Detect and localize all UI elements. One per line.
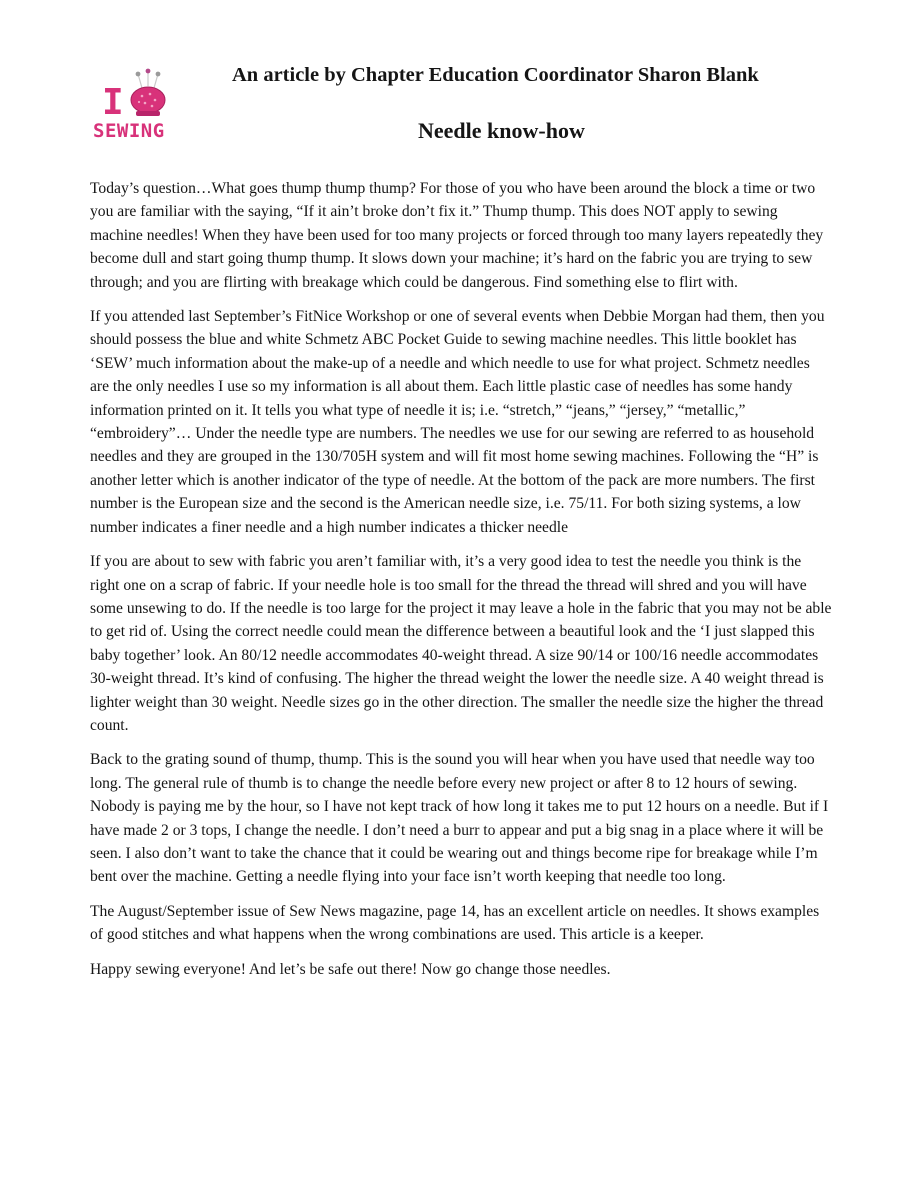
paragraph: If you are about to sew with fabric you aren’t familiar with, it’s a very good idea to test the needle you think is the right one on a scrap of fabric. If your needle hole is too small for the thread the thread will shred and you will have some unsewing to do. If the needle is too large for the project it may leave a hole in the fabric that you may not be able to get rid of. Using the correct needle could mean the difference between a beautiful look and the ‘I just slapped this baby together’ look. An 80/12 needle accommodates 40-weight thread. A size 90/14 or 100/16 needle accommodates 30-weight thread. It’s kind of confusing. The higher the thread weight the lower the needle size. A 40 weight thread is lighter weight than 30 weight. Needle sizes go in the other direction. The smaller the needle size the higher the thread count. — [90, 553, 832, 734]
paragraph: The August/September issue of Sew News magazine, page 14, has an excellent article on needles. It shows examples of good stitches and what happens when the wrong combinations are used. This article is a keeper. — [90, 902, 820, 944]
paragraph: Today’s question…What goes thump thump thump? For those of you who have been around the block a time or two you are familiar with the saying, “If it ain’t broke don’t fix it.” Thump thump. This does NOT apply to sewing machine needles! When they have been used for too many projects or forced through too many layers repeatedly they become dull and start going thump thump. It slows down your machine; it’s hard on the fabric you are trying to sew through; and you are flirting with breakage which could be dangerous. Find something else to flirt with. — [90, 180, 824, 291]
paragraph: Back to the grating sound of thump, thump. This is the sound you will hear when you have used that needle way too long. The general rule of thumb is to change the needle before every new project or after 8 to 12 hours of sewing. Nobody is paying me by the hour, so I have not kept track of how long it takes me to put 12 hours on a needle. But if I have made 2 or 3 tops, I change the needle. I don’t need a burr to appear and put a big snag in a place where it will be seen. I also don’t want to take the chance that it could be wearing out and things become ripe for breakage while I’m bent over the machine. Getting a needle flying into your face isn’t worth keeping that needle too long. — [90, 751, 829, 886]
article-byline: An article by Chapter Education Coordinator Sharon Blank — [232, 64, 759, 86]
logo-letter: I — [102, 82, 124, 123]
pincushion-heart-icon — [92, 68, 188, 124]
article-title-text: Needle know-how — [418, 118, 585, 143]
logo-text: SEWING — [93, 120, 165, 142]
paragraph: Happy sewing everyone! And let’s be safe out there! Now go change those needles. — [90, 960, 611, 978]
article-body — [90, 177, 832, 992]
i-love-sewing-logo — [92, 68, 188, 148]
paragraph: If you attended last September’s FitNice Workshop or one of several events when Debbie Morgan had them, then you should possess the blue and white Schmetz ABC Pocket Guide to sewing machine needles. This little booklet has ‘SEW’ much information about the make-up of a needle and which needle to use for what project. Schmetz needles are the only needles I use so my information is all about them. Each little plastic case of needles has some handy information printed on it. It tells you what type of needle it is; i.e. “stretch,” “jeans,” “jersey,” “metallic,” “embroidery”… Under the needle type are numbers. The needles we use for our sewing are referred to as household needles and they are grouped in the 130/705H system and will fit most home sewing machines. Following the “H” is another letter which is another indicator of the type of needle. At the bottom of the pack are more numbers. The first number is the European size and the second is the American needle size, i.e. 75/11. For both sizing systems, a low number indicates a finer needle and a high number indicates a thicker needle — [90, 308, 825, 536]
